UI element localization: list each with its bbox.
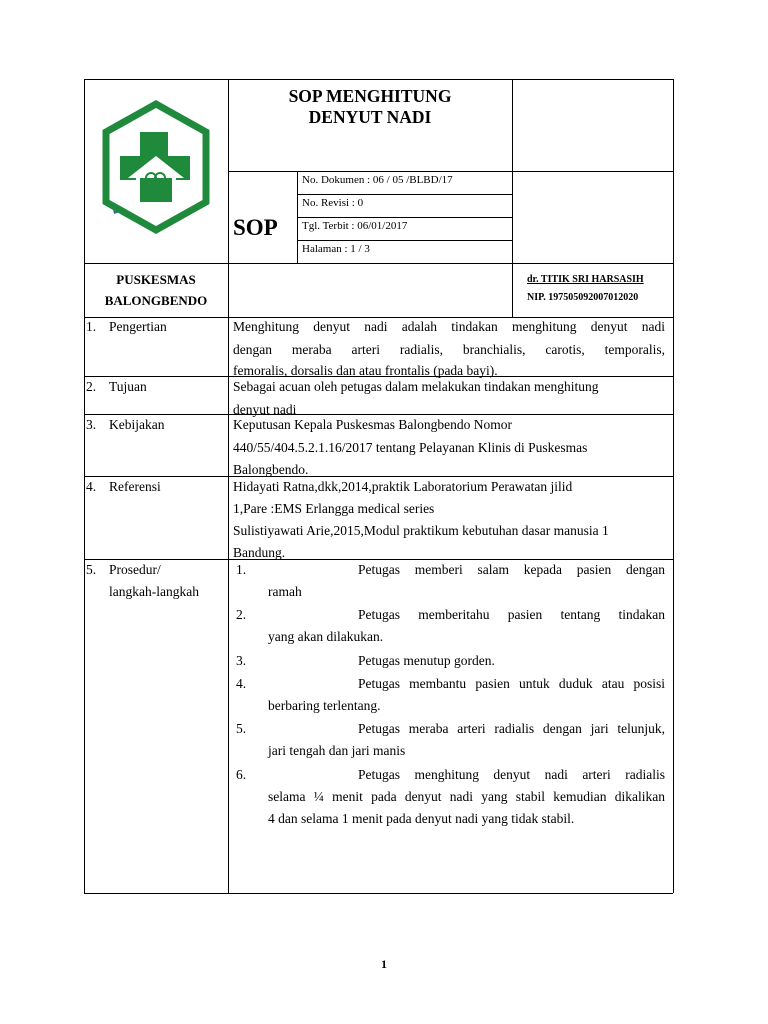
section-number: 4.	[86, 479, 97, 494]
section-number: 3.	[86, 417, 97, 432]
section-label-prosedur: Prosedur/	[109, 562, 161, 577]
issue-date: Tgl. Terbit : 06/01/2017	[302, 220, 408, 232]
step-number: 6.	[236, 767, 247, 782]
step-text: Petugas memberi salam kepada pasien dengan	[358, 562, 665, 577]
referensi-line: Sulistiyawati Arie,2015,Modul praktikum kebutuhan dasar manusia 1	[233, 523, 609, 538]
section-label-pengertian: Pengertian	[109, 319, 167, 334]
signer-name: dr. TITIK SRI HARSASIH	[527, 274, 644, 285]
step-text-cont: ramah	[268, 584, 302, 599]
pengertian-line: dengan meraba arteri radialis, branchialis, carotis, temporalis,	[233, 342, 665, 357]
step-number: 2.	[236, 607, 247, 622]
step-text: Petugas meraba arteri radialis dengan jari telunjuk,	[358, 721, 665, 736]
pengertian-line: femoralis, dorsalis dan atau frontalis (pada bayi).	[233, 363, 498, 378]
step-text: Petugas membantu pasien untuk duduk atau posisi	[358, 676, 665, 691]
org-name-line1: PUSKESMAS	[116, 272, 196, 287]
section-number: 2.	[86, 379, 97, 394]
step-text: Petugas menutup gorden.	[358, 653, 495, 668]
step-number: 4.	[236, 676, 247, 691]
step-text-cont: yang akan dilakukan.	[268, 629, 384, 644]
step-number: 1.	[236, 562, 247, 577]
org-name-line2: BALONGBENDO	[104, 293, 208, 308]
step-text: Petugas menghitung denyut nadi arteri radialis	[358, 767, 665, 782]
section-label-prosedur-2: langkah-langkah	[109, 584, 199, 599]
kebijakan-line: Keputusan Kepala Puskesmas Balongbendo Nomor	[233, 417, 512, 432]
referensi-line: Bandung.	[233, 545, 286, 560]
section-number: 1.	[86, 319, 97, 334]
pengertian-line: Menghitung denyut nadi adalah tindakan menghitung denyut nadi	[233, 319, 665, 334]
step-text-cont: berbaring terlentang.	[268, 698, 381, 713]
step-number: 3.	[236, 653, 247, 668]
sop-label: SOP	[233, 215, 278, 240]
doc-number: No. Dokumen : 06 / 05 /BLBD/17	[302, 174, 453, 186]
revision-number: No. Revisi : 0	[302, 197, 364, 209]
sop-title-line2: DENYUT NADI	[308, 107, 432, 127]
sop-title-line1: SOP MENGHITUNG	[288, 86, 452, 106]
step-text-cont: jari tengah dan jari manis	[268, 743, 406, 758]
step-text-cont: 4 dan selama 1 menit pada denyut nadi yang tidak stabil.	[268, 811, 575, 826]
section-label-tujuan: Tujuan	[109, 379, 147, 394]
signer-nip: NIP. 197505092007012020	[527, 292, 639, 303]
page-number: 1	[381, 957, 387, 971]
kebijakan-line: Balongbendo.	[233, 462, 309, 477]
step-text-cont: selama ¼ menit pada denyut nadi yang stabil kemudian dikalikan	[268, 789, 665, 804]
referensi-line: 1,Pare :EMS Erlangga medical series	[233, 501, 435, 516]
section-number: 5.	[86, 562, 97, 577]
puskesmas-logo	[98, 98, 214, 236]
tujuan-line: denyut nadi	[233, 402, 297, 417]
tujuan-line: Sebagai acuan oleh petugas dalam melakukan tindakan menghitung	[233, 379, 599, 394]
referensi-line: Hidayati Ratna,dkk,2014,praktik Laboratorium Perawatan jilid	[233, 479, 573, 494]
step-text: Petugas memberitahu pasien tentang tindakan	[358, 607, 665, 622]
page-count: Halaman : 1 / 3	[302, 243, 370, 255]
section-label-referensi: Referensi	[109, 479, 161, 494]
section-label-kebijakan: Kebijakan	[109, 417, 165, 432]
kebijakan-line: 440/55/404.5.2.1.16/2017 tentang Pelayanan Klinis di Puskesmas	[233, 440, 588, 455]
step-number: 5.	[236, 721, 247, 736]
